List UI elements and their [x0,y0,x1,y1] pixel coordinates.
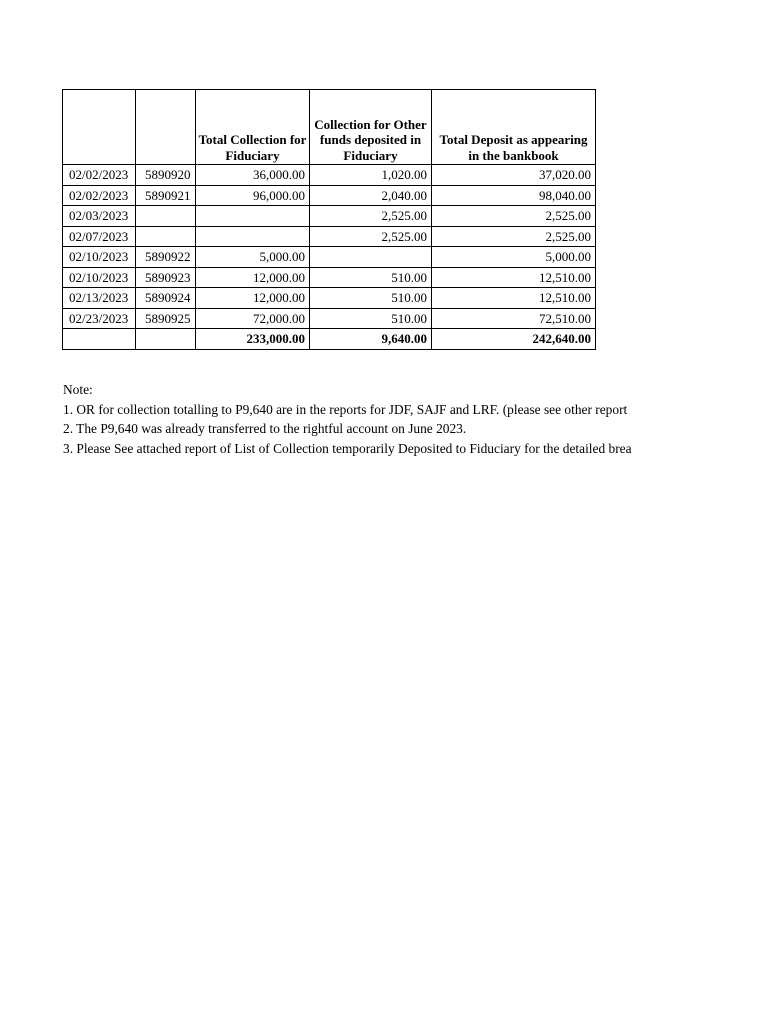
fiduciary-collection-cell [196,226,310,247]
or-number-cell: 5890920 [136,165,196,186]
grand-total-deposit: 242,640.00 [432,329,596,350]
date-cell: 02/03/2023 [63,206,136,227]
header-collection-other-funds: Collection for Other funds deposited in Fiduciary [310,90,432,165]
header-total-deposit-bankbook: Total Deposit as appearing in the bankbook [432,90,596,165]
total-deposit-cell: 12,510.00 [432,267,596,288]
other-funds-cell: 2,040.00 [310,185,432,206]
table-row [63,247,596,268]
table-row [63,165,596,186]
or-number-cell: 5890924 [136,288,196,309]
or-number-cell: 5890921 [136,185,196,206]
date-cell: 02/07/2023 [63,226,136,247]
total-deposit-cell: 2,525.00 [432,226,596,247]
note-item-2: 2. The P9,640 was already transferred to the rightful account on June 2023. [63,421,467,436]
date-cell: 02/02/2023 [63,165,136,186]
date-cell: 02/13/2023 [63,288,136,309]
other-funds-cell: 2,525.00 [310,206,432,227]
table-row [63,206,596,227]
or-number-cell [136,226,196,247]
total-deposit-cell: 37,020.00 [432,165,596,186]
fiduciary-collection-cell: 12,000.00 [196,288,310,309]
or-number-cell: 5890923 [136,267,196,288]
notes-title: Note: [63,382,93,397]
total-deposit-cell: 98,040.00 [432,185,596,206]
other-funds-cell: 2,525.00 [310,226,432,247]
note-item-1: 1. OR for collection totalling to P9,640 are in the reports for JDF, SAJF and LRF. (please see other report [63,401,628,417]
fiduciary-collection-cell: 96,000.00 [196,185,310,206]
total-fiduciary-collection: 233,000.00 [196,329,310,350]
other-funds-cell: 510.00 [310,288,432,309]
totals-empty-cell [136,329,196,350]
or-number-cell: 5890922 [136,247,196,268]
totals-empty-cell [63,329,136,350]
or-number-cell [136,206,196,227]
notes-section [63,380,655,458]
table-header-row [63,90,596,165]
fiduciary-collection-cell: 36,000.00 [196,165,310,186]
table-row [63,185,596,206]
or-number-cell: 5890925 [136,308,196,329]
header-or-number [136,90,196,165]
date-cell: 02/10/2023 [63,267,136,288]
fiduciary-collection-cell: 12,000.00 [196,267,310,288]
other-funds-cell [310,247,432,268]
header-total-collection-fiduciary: Total Collection for Fiduciary [196,90,310,165]
table-row [63,226,596,247]
other-funds-cell: 510.00 [310,308,432,329]
fiduciary-collection-cell: 5,000.00 [196,247,310,268]
date-cell: 02/10/2023 [63,247,136,268]
other-funds-cell: 510.00 [310,267,432,288]
date-cell: 02/23/2023 [63,308,136,329]
total-deposit-cell: 5,000.00 [432,247,596,268]
header-date [63,90,136,165]
totals-row [63,329,596,350]
total-other-funds: 9,640.00 [310,329,432,350]
total-deposit-cell: 2,525.00 [432,206,596,227]
other-funds-cell: 1,020.00 [310,165,432,186]
table-row [63,308,596,329]
table-row [63,288,596,309]
note-item-3: 3. Please See attached report of List of Collection temporarily Deposited to Fiduciary for the detailed brea [63,440,632,456]
collection-deposit-table [62,89,596,350]
total-deposit-cell: 72,510.00 [432,308,596,329]
date-cell: 02/02/2023 [63,185,136,206]
table-row [63,267,596,288]
total-deposit-cell: 12,510.00 [432,288,596,309]
fiduciary-collection-cell: 72,000.00 [196,308,310,329]
fiduciary-collection-cell [196,206,310,227]
